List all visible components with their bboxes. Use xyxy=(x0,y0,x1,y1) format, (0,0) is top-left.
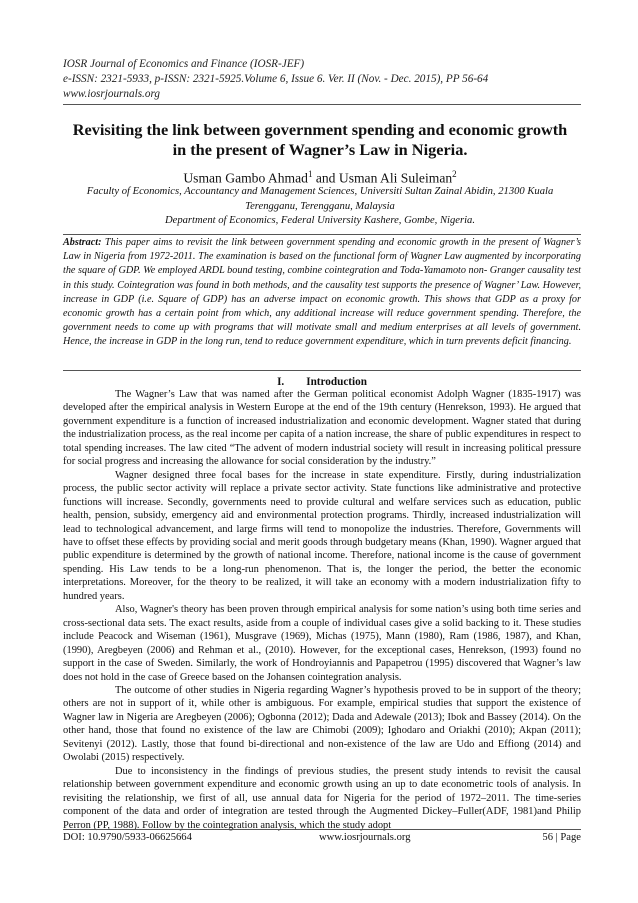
abstract-label: Abstract: xyxy=(63,237,102,248)
author-2-affil-mark: 2 xyxy=(452,169,457,179)
footer-site: www.iosrjournals.org xyxy=(319,832,411,843)
footer-divider xyxy=(63,829,581,830)
affiliations xyxy=(62,185,578,229)
section-title: Introduction xyxy=(306,376,367,388)
author-2-name: Usman Ali Suleiman xyxy=(338,170,453,186)
section-number: I. xyxy=(277,376,285,388)
affiliation-2: Department of Economics, Federal University Kashere, Gombe, Nigeria. xyxy=(164,215,475,226)
journal-issn: e-ISSN: 2321-5933, p-ISSN: 2321-5925.Volume 6, Issue 6. Ver. II (Nov. - Dec. 2015), PP 56-64 xyxy=(63,73,489,85)
abstract-text: This paper aims to revisit the link between government spending and economic growth in the present of Wagner’s Law in Nigeria from 1972-2011. The examination is based on the functional form of Wagner Law augmented by incorporating the square of GDP. We employed ARDL bound testing, combine cointegration and Toda-Yamamoto non- Granger causality test in this study. Cointegration was found in both methods, and the causality test supports the presence of Wagner’ Law. However, increase in GDP (i.e. Square of GDP) has an adverse impact on economic growth. This shows that GDP as a proxy for economic growth has a certain point from which, any additional increase will reduce government spending. Therefore, the government needs to come up with programs that will motivate small and medium enterprises at all levels of government. Hence, the increase in GDP in the long run, tend to reduce government expenditure, which in turn prevents deficit financing. xyxy=(63,237,581,348)
body-text xyxy=(63,388,581,832)
affiliation-1: Faculty of Economics, Accountancy and Management Sciences, Universiti Sultan Zainal Abidin, 21300 Kuala Terengganu, Terengganu, Malaysia xyxy=(86,186,554,212)
paragraph: Also, Wagner's theory has been proven through empirical analysis for some nation’s using both time series and cross-sectional data sets. The exact results, aside from a couple of individual cases give a solid backing to it. These studies include Peacock and Wiseman (1961), Musgrave (1969), Michas (1975), Mann (1980), Ram (1986, 1987), and Khan, (1990), Aregbeyen (2006) and Rehman et al., (2010). However, for the exceptional cases, Henrekson, (1993) found no support in the case of Sweden. Similarly, the work of Hondroyiannis and Papapetrou (1995) discovered that Wagner’s law does not hold in the case of Greece based on the Johansen cointegration analysis. xyxy=(63,604,581,683)
page-footer xyxy=(63,831,581,845)
author-conjunction: and xyxy=(312,170,339,186)
paragraph: The Wagner’s Law that was named after the German political economist Adolph Wagner (1835-1917) was developed after the empirical analysis in Western Europe at the end of the 19th century (Henrekson, 1993). He argued that government expenditure is a function of increased industrialization and economic development. Wagner stated that during the industrialization process, as the real income per capita of a nation increase, the share of public expenditures in respect to total spending increases. The law cited “The advent of modern industrial society will result in increasing political pressure for social progress and increasing the allowance for social consideration by the industry.” xyxy=(63,389,581,468)
section-heading xyxy=(63,375,581,389)
footer-page-number: 56 | Page xyxy=(542,832,581,843)
footer-doi: DOI: 10.9790/5933-06625664 xyxy=(63,832,192,843)
paragraph: The outcome of other studies in Nigeria regarding Wagner’s hypothesis proved to be in support of the theory; others are not in support of it, while other is ambiguous. For example, empirical studies that support the existence of Wagner law in Nigeria are Aregbeyen (2006); Ogbonna (2012); Dada and Adewale (2013); Ibok and Bassey (2014). On the other hand, those that found no existence of the law are Chimobi (2009); Ighodaro and Oriakhi (2010); Akpan (2011); Sevitenyi (2012). Lastly, those that found bi-directional and non-existence of the law are Udo and Effiong (2014) and Owolabi (2015) respectively. xyxy=(63,684,581,764)
paragraph: Wagner designed three focal bases for the increase in state expenditure. Firstly, during industrialization process, the public sector activity will replace a private sector activity. State functions like administrative and protective functions will increase. Secondly, governments need to provide cultural and welfare services such as education, public health, pension, subsidy, emergency aid and environmental protection programs. Thirdly, increased industrialization will lead to technological advancement, and large firms will tend to monopolize the industries. Therefore, Governments will have to offset these effects by providing social and merit goods through budgetary means (Khan, 1990). Wagner argued that public expenditure is determined by the growth of national income. Therefore, national income is the cause of government spending. His Law tends to be a long-run phenomenon. That is, the longer the period, the better the economic interpretations. Moreover, for the theory to be realized, it will take an economy with a modern industrialization fifty to hundred years. xyxy=(63,469,581,602)
abstract-bottom-divider xyxy=(63,370,581,371)
journal-header xyxy=(63,57,583,102)
paper-title: Revisiting the link between government spending and economic growth in the present of Wagner’s Law in Nigeria. xyxy=(72,120,568,159)
journal-url: www.iosrjournals.org xyxy=(63,88,160,100)
header-divider xyxy=(63,104,581,105)
journal-name: IOSR Journal of Economics and Finance (IOSR-JEF) xyxy=(63,58,305,70)
abstract xyxy=(63,236,581,350)
paragraph: Due to inconsistency in the findings of previous studies, the present study intends to revisit the causal relationship between government expenditure and economic growth using an up to date econometric tools of analysis. In revisiting the relationship, we first of all, use annual data for Nigeria for the period of 1972–2011. The time-series component of the data and order of integration are tested through the Augmented Dickey–Fuller(ADF, 1981)and Philip Perron (PP, 1988). Follow by the cointegration analysis, which the study adopt xyxy=(63,765,581,831)
abstract-top-divider xyxy=(63,234,581,235)
author-1-affil-mark: 1 xyxy=(307,169,313,179)
author-1-name: Usman Gambo Ahmad xyxy=(183,170,308,186)
